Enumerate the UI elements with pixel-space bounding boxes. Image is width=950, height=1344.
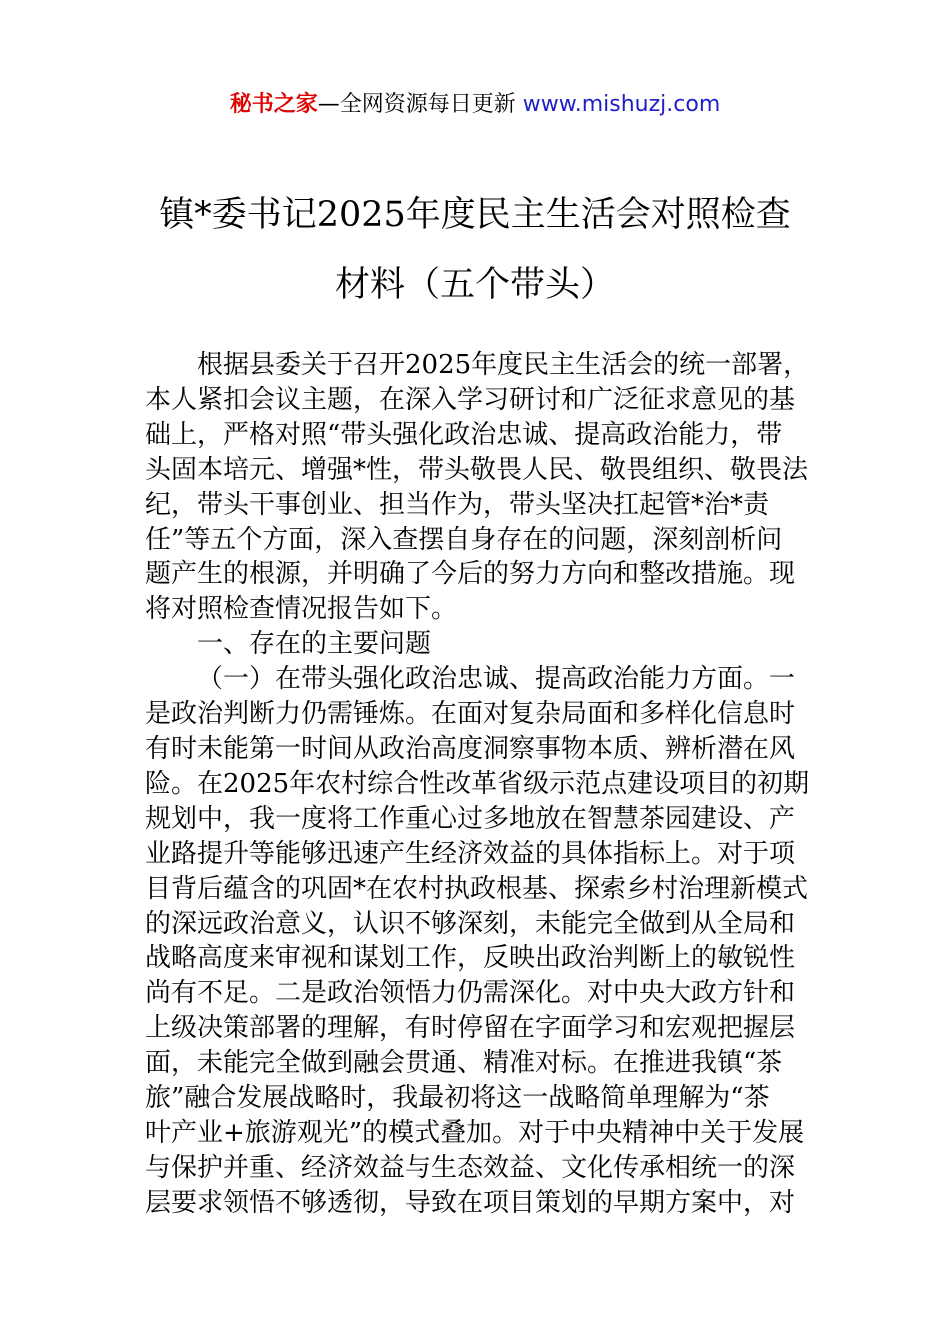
document-title: [100, 180, 850, 320]
body-line: 叶产业+旅游观光”的模式叠加。对于中央精神中关于发展: [145, 1117, 805, 1148]
site-url-link[interactable]: www.mishuzj.com: [522, 92, 721, 117]
title-line-1: 镇*委书记2025年度民主生活会对照检查: [159, 195, 791, 235]
section-heading: 一、存在的主要问题: [197, 629, 432, 660]
site-header: [0, 88, 950, 122]
body-line: 有时未能第一时间从政治高度洞察事物本质、辨析潜在风: [145, 733, 796, 764]
body-line: 上级决策部署的理解，有时停留在字面学习和宏观把握层: [145, 1013, 796, 1044]
document-body: [145, 348, 809, 1221]
body-line: 战略高度来审视和谋划工作，反映出政治判断上的敏锐性: [145, 943, 796, 974]
body-line: 的深远政治意义，认识不够深刻，未能完全做到从全局和: [145, 908, 796, 939]
body-line: 与保护并重、经济效益与生态效益、文化传承相统一的深: [145, 1152, 796, 1183]
subsection-heading: （一）在带头强化政治忠诚、提高政治能力方面。一: [197, 664, 796, 695]
body-line: 面，未能完全做到融会贯通、精准对标。在推进我镇“茶: [145, 1048, 783, 1079]
body-line: 是政治判断力仍需锤炼。在面对复杂局面和多样化信息时: [145, 699, 796, 730]
site-brand: 秘书之家: [229, 92, 318, 117]
body-line: 旅”融合发展战略时，我最初将这一战略简单理解为“茶: [145, 1083, 770, 1114]
body-line: 规划中，我一度将工作重心过多地放在智慧茶园建设、产: [145, 803, 796, 834]
body-line: 尚有不足。二是政治领悟力仍需深化。对中央大政方针和: [145, 978, 796, 1009]
body-line: 目背后蕴含的巩固*在农村执政根基、探索乡村治理新模式: [145, 873, 809, 904]
body-line: 业路提升等能够迅速产生经济效益的具体指标上。对于项: [145, 838, 796, 869]
body-line: 根据县委关于召开2025年度民主生活会的统一部署，: [197, 350, 810, 380]
body-line: 险。在2025年农村综合性改革省级示范点建设项目的初期: [145, 768, 810, 799]
body-line: 础上，严格对照“带头强化政治忠诚、提高政治能力，带: [145, 419, 783, 450]
body-line: 头固本培元、增强*性，带头敬畏人民、敬畏组织、敬畏法: [145, 454, 809, 485]
body-line: 层要求领悟不够透彻，导致在项目策划的早期方案中，对: [145, 1187, 796, 1218]
body-line: 本人紧扣会议主题，在深入学习研讨和广泛征求意见的基: [145, 384, 796, 415]
body-line: 纪，带头干事创业、担当作为，带头坚决扛起管*治*责: [145, 489, 770, 520]
body-line: 任”等五个方面，深入查摆自身存在的问题，深刻剖析问: [145, 524, 783, 555]
body-line: 题产生的根源，并明确了今后的努力方向和整改措施。现: [145, 559, 796, 590]
title-line-2: 材料（五个带头）: [334, 265, 615, 305]
site-tagline: —全网资源每日更新: [317, 92, 523, 117]
body-line: 将对照检查情况报告如下。: [145, 594, 458, 625]
